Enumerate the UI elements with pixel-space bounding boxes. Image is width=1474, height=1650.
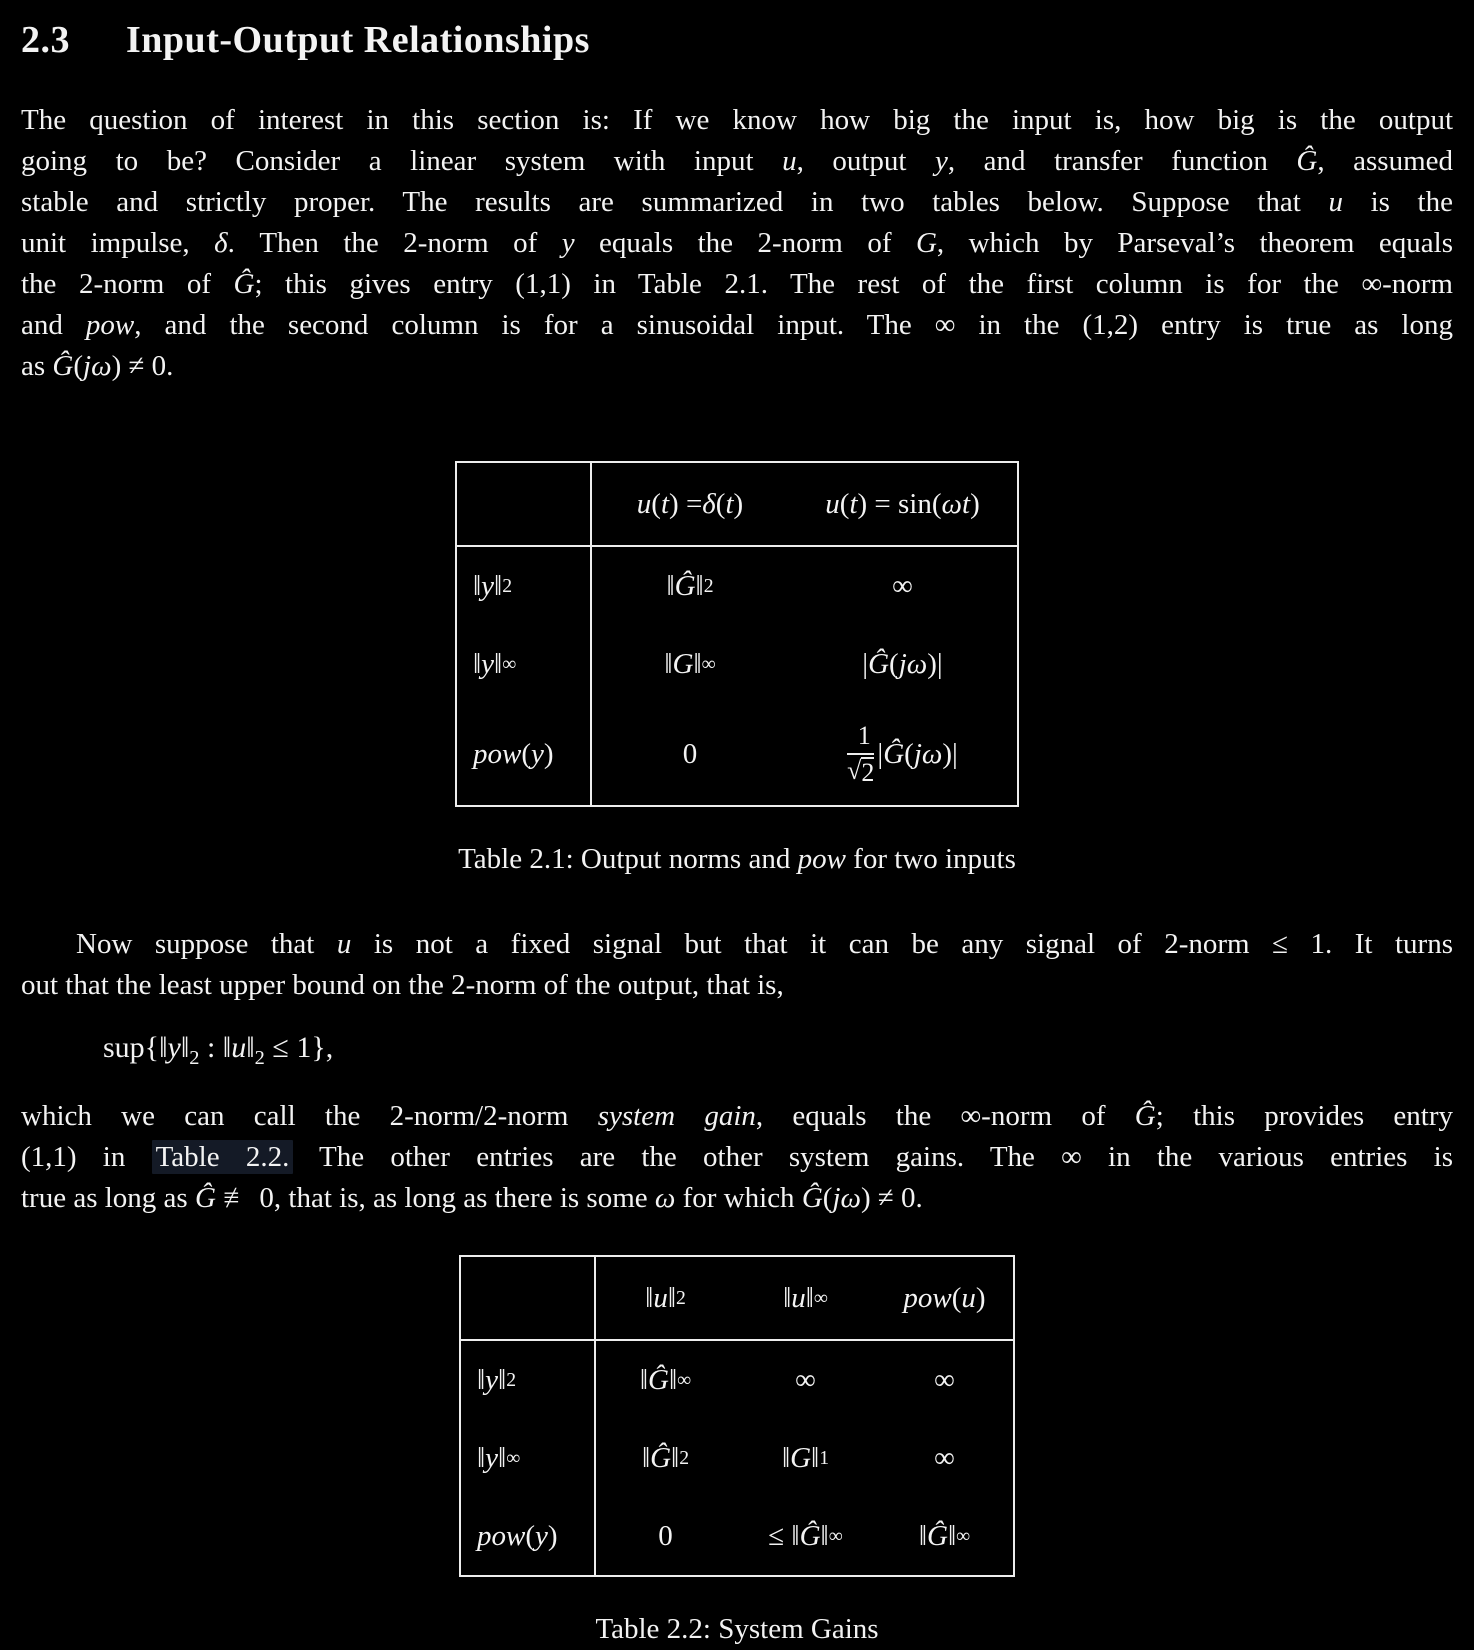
paragraph-2 bbox=[21, 924, 1453, 1006]
t1-row-yinf-impulse: ‖ G ‖ ∞ bbox=[664, 647, 716, 680]
t2-row-yinf-label: ‖ y ‖ ∞ bbox=[461, 1419, 596, 1497]
t2-row-y2-c2: ∞ bbox=[795, 1363, 816, 1396]
t2-row-pow-c3: ‖ Ĝ ‖ ∞ bbox=[918, 1519, 971, 1552]
t1-row-pow-label: pow ( y ) bbox=[457, 703, 592, 805]
t2-row-pow-c1: 0 bbox=[658, 1519, 673, 1552]
paragraph-line: going to be? Consider a linear system with input u, output y, and transfer function Ĝ, assumed bbox=[21, 145, 1454, 177]
t2-row-yinf-c2: ‖ G ‖ 1 bbox=[781, 1441, 830, 1474]
table-2-1-wrapper bbox=[21, 461, 1453, 807]
t2-row-pow-label: pow ( y ) bbox=[461, 1497, 596, 1575]
paragraph-line: stable and strictly proper. The results are summarized in two tables below. Suppose that u is the bbox=[21, 186, 1453, 218]
t2-header-powu: pow ( u ) bbox=[876, 1257, 1013, 1341]
t2-row-yinf-c3: ∞ bbox=[934, 1441, 955, 1474]
paragraph-line: The question of interest in this section is: If we know how big the input is, how big is the output bbox=[21, 104, 1453, 136]
sup-equation: $sup\{‖y‖_2$ : $‖u‖_2 \le 1$}, bbox=[103, 1031, 334, 1069]
t2-row-pow-c2: ≤ ‖ Ĝ ‖ ∞ bbox=[768, 1519, 843, 1552]
table-2-1 bbox=[455, 461, 1019, 807]
t1-corner-cell bbox=[457, 463, 592, 547]
paragraph-line: true as long as Ĝ ≢ 0, that is, as long as there is some ω for which Ĝ(jω) ≠ 0. bbox=[21, 1182, 923, 1214]
t1-row-yinf-label: ‖ y ‖ ∞ bbox=[457, 625, 592, 703]
paragraph-3 bbox=[21, 1096, 1453, 1219]
t1-row-y2-impulse: ‖ Ĝ ‖ 2 bbox=[666, 569, 714, 602]
paragraph-line: and pow, and the second column is for a sinusoidal input. The ∞ in the (1,2) entry is true as long bbox=[21, 309, 1453, 341]
paragraph-line: out that the least upper bound on the 2-norm of the output, that is, bbox=[21, 969, 784, 1001]
t1-header-impulse: u ( t ) = δ ( t ) bbox=[592, 463, 788, 547]
t2-row-y2-c3: ∞ bbox=[934, 1363, 955, 1396]
table-2-1-caption: Table 2.1: Output norms and pow for two inputs bbox=[458, 843, 1016, 875]
table-2-2-link[interactable]: Table 2.2. bbox=[152, 1140, 294, 1174]
t2-row-y2-label: ‖ y ‖ 2 bbox=[461, 1341, 596, 1419]
t1-row-y2-label: ‖ y ‖ 2 bbox=[457, 547, 592, 625]
t2-row-y2-c1: ‖ Ĝ ‖ ∞ bbox=[639, 1363, 692, 1396]
paragraph-line: Now suppose that u is not a fixed signal but that it can be any signal of 2-norm ≤ 1. It turns bbox=[76, 928, 1453, 960]
t1-row-pow-impulse: 0 bbox=[682, 737, 698, 770]
t1-row-pow-sine: 1 √ 2 |Ĝ(jω)| bbox=[847, 721, 958, 787]
paragraph-line: the 2-norm of Ĝ; this gives entry (1,1) in Table 2.1. The rest of the first column is for the ∞-norm bbox=[21, 268, 1453, 300]
t2-header-uinf: ‖ u ‖ ∞ bbox=[735, 1257, 876, 1341]
paragraph-line: unit impulse, δ. Then the 2-norm of y equals the 2-norm of G, which by Parseval’s theorem equals bbox=[21, 227, 1454, 259]
t2-header-u2: ‖ u ‖ 2 bbox=[596, 1257, 735, 1341]
section-heading bbox=[21, 16, 1453, 64]
paragraph-line: which we can call the 2-norm/2-norm system gain, equals the ∞-norm of Ĝ; this provides entry bbox=[21, 1100, 1454, 1132]
t1-header-sine: u ( t ) = sin( ωt ) bbox=[788, 463, 1017, 547]
table-2-2-wrapper bbox=[21, 1255, 1453, 1577]
table-2-2 bbox=[459, 1255, 1015, 1577]
t2-row-yinf-c1: ‖ Ĝ ‖ 2 bbox=[641, 1441, 690, 1474]
t2-corner-cell bbox=[461, 1257, 596, 1341]
paragraph-1 bbox=[21, 100, 1453, 387]
section-title: Input-Output Relationships bbox=[126, 19, 590, 61]
paragraph-line: as Ĝ(jω) ≠ 0. bbox=[21, 350, 174, 382]
t1-row-y2-sine: ∞ bbox=[892, 569, 913, 602]
t1-row-yinf-sine: | Ĝ ( jω )| bbox=[862, 647, 943, 680]
section-number: 2.3 bbox=[21, 19, 70, 61]
table-2-2-caption: Table 2.2: System Gains bbox=[595, 1613, 879, 1645]
paragraph-line: (1,1) in Table 2.2. The other entries are the other system gains. The ∞ in the various entries is bbox=[21, 1141, 1454, 1173]
